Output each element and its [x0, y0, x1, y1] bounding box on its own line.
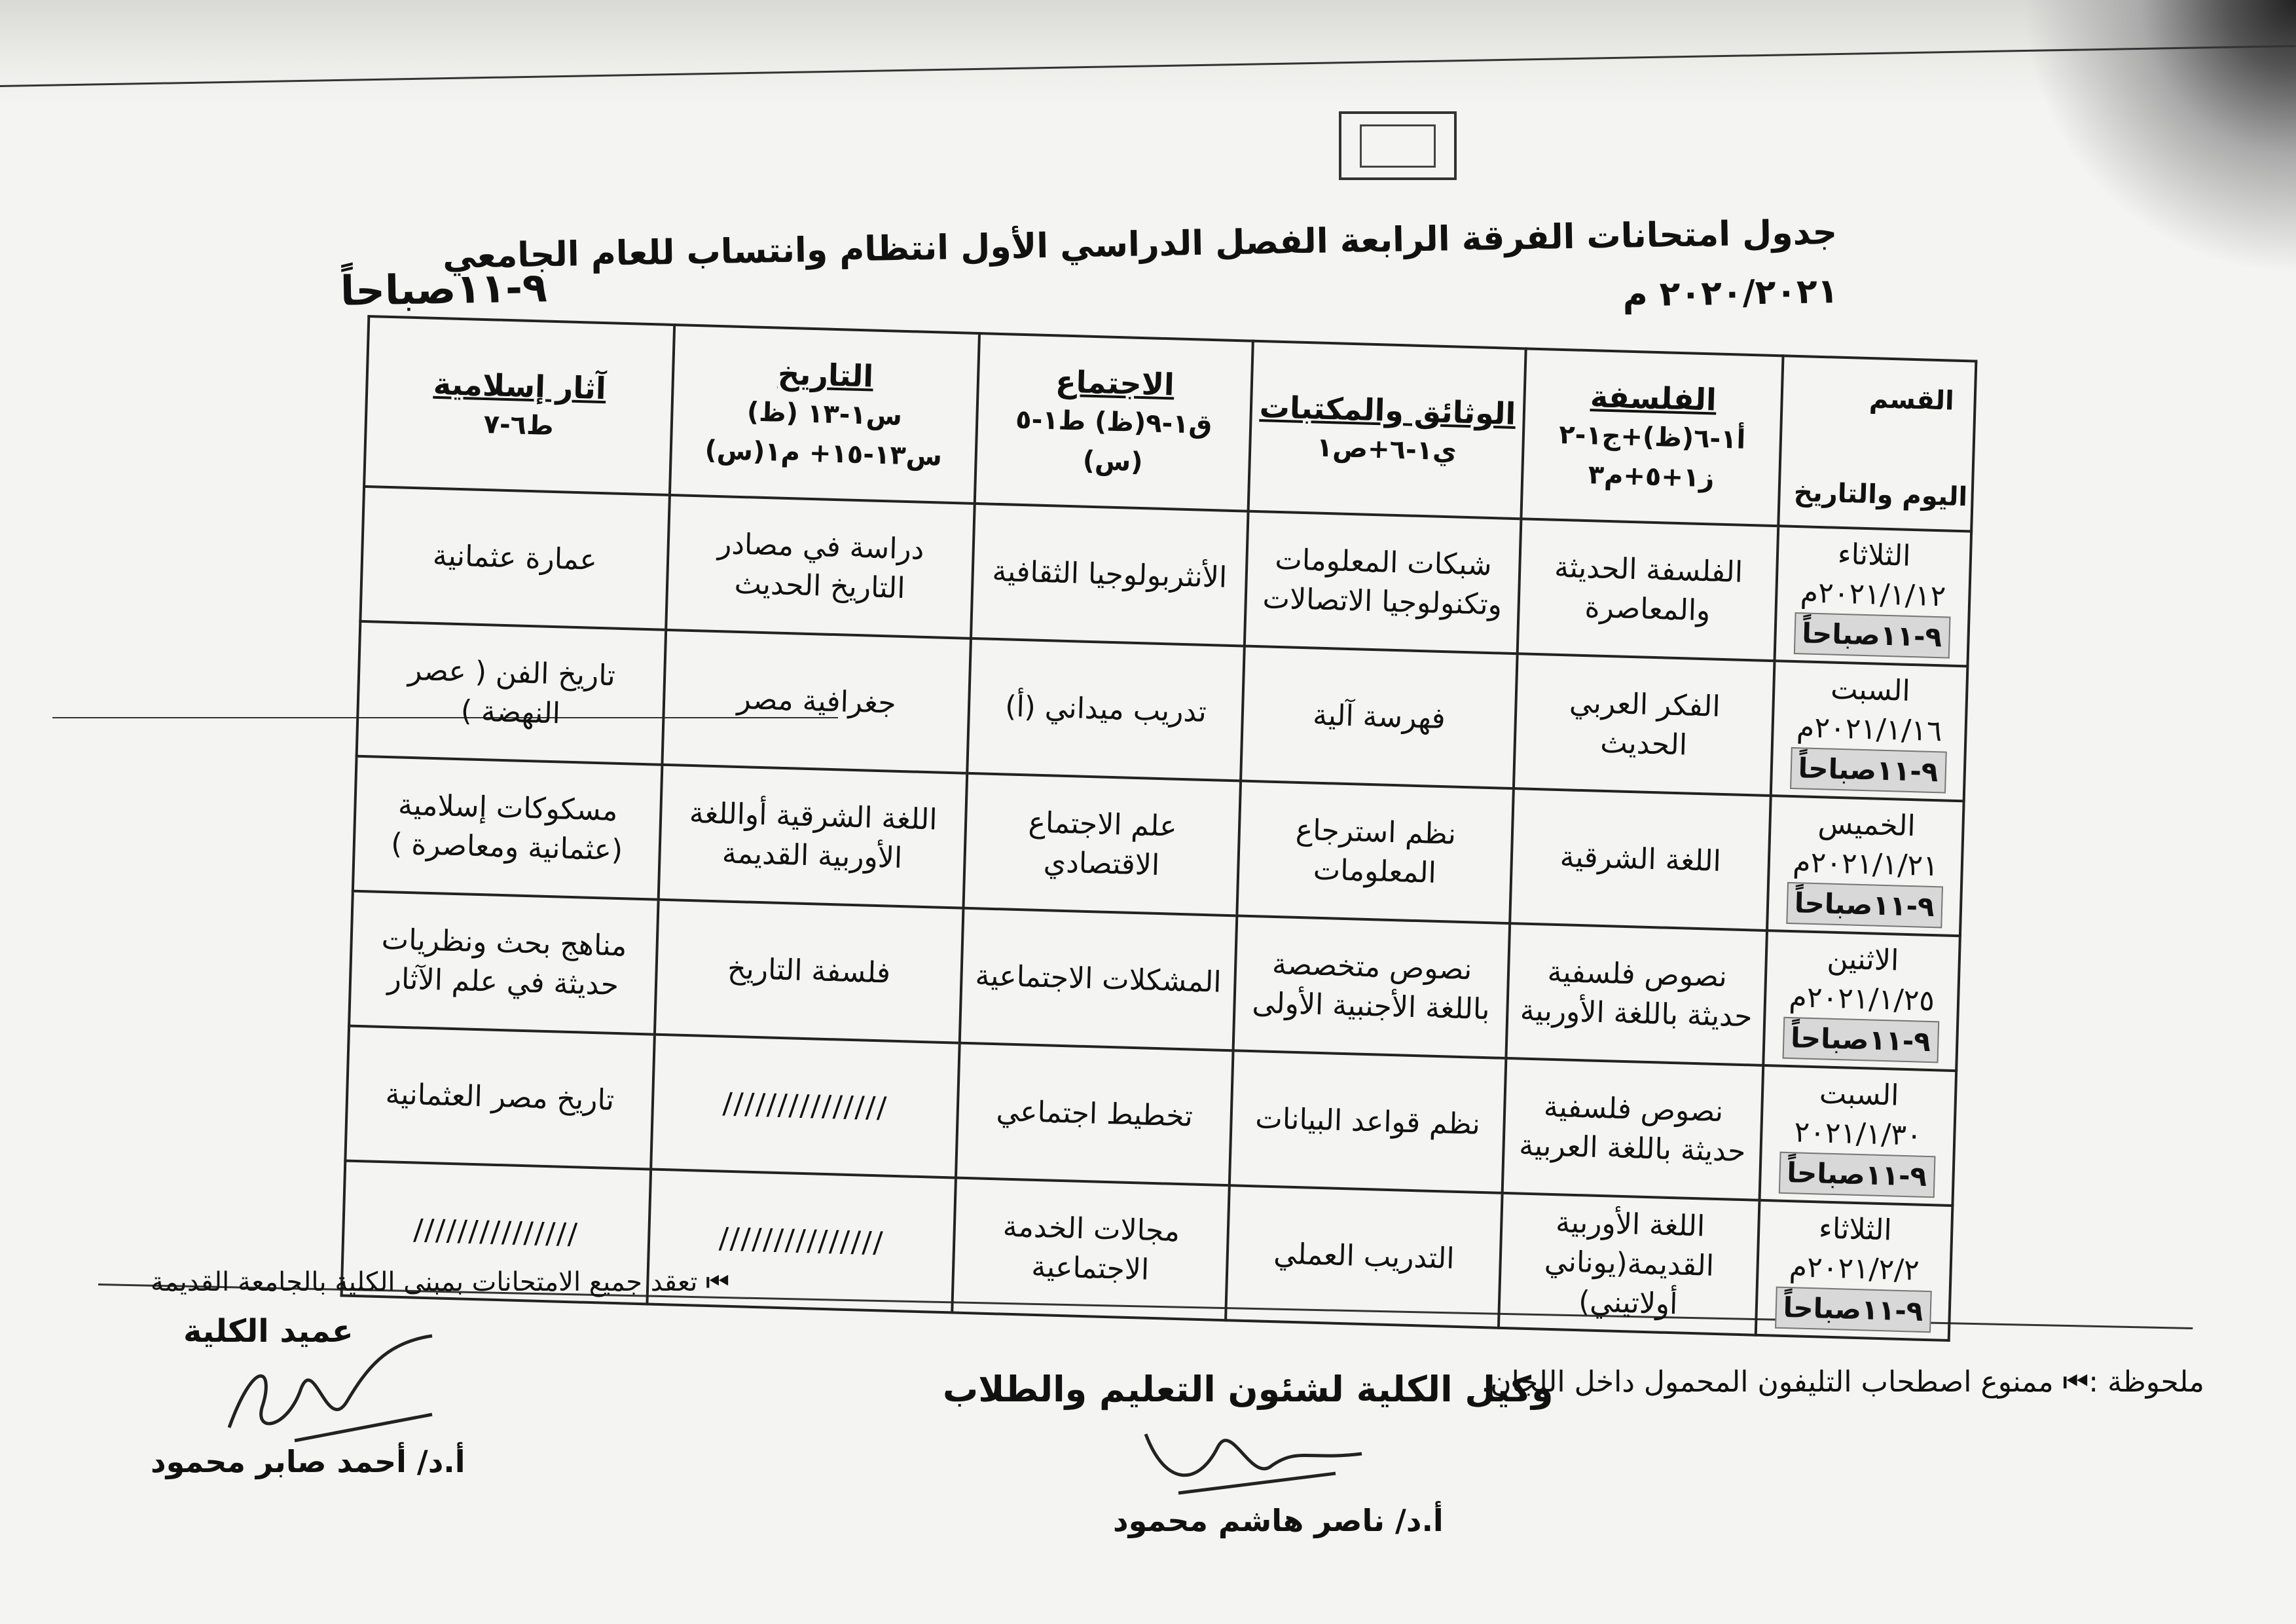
exam-cell: عمارة عثمانية [360, 487, 669, 630]
day-name: الثلاثاء [1837, 537, 1912, 573]
university-logo [1339, 111, 1457, 180]
exam-cell: فهرسة آلية [1241, 646, 1518, 789]
day-cell [1767, 796, 1963, 936]
day-cell [1756, 1200, 1952, 1340]
exam-cell: شبكات المعلومات وتكنولوجيا الاتصالات [1245, 511, 1522, 654]
logo-emblem-icon [1360, 124, 1436, 168]
exam-cell: نصوص متخصصة باللغة الأجنبية الأولى [1233, 915, 1510, 1058]
exam-cell: تدريب ميداني (أ) [968, 638, 1245, 781]
exam-cell: دراسة في مصادر التاريخ الحديث [666, 495, 975, 638]
day-date-label: اليوم والتاريخ [1793, 477, 1968, 513]
exam-cell: نظم قواعد البيانات [1230, 1050, 1506, 1193]
day-date: ٢٠٢١/١/٢١م [1792, 845, 1939, 883]
phone-note: ملحوظة :⏮ ممنوع اصطحاب التليفون المحمول داخل اللجان. [1481, 1365, 2204, 1399]
column-header-history [670, 325, 980, 504]
column-header-islamic-archaeology [364, 316, 674, 495]
day-name: السبت [1830, 672, 1911, 708]
exam-cell: تاريخ الفن ( عصر النهضة ) [357, 621, 666, 765]
corner-header-cell [1779, 356, 1977, 531]
column-code: ط٦-٧ [483, 409, 555, 441]
day-name: الاثنين [1826, 942, 1899, 978]
exam-cell: التدريب العملي [1226, 1185, 1503, 1328]
day-name: الخميس [1817, 807, 1916, 843]
exam-cell: مسكوكات إسلامية (عثمانية ومعاصرة ) [353, 756, 662, 900]
exam-schedule-table [340, 315, 1978, 1342]
department-label: القسم [1868, 384, 1955, 416]
exam-cell: تخطيط اجتماعي [956, 1043, 1233, 1186]
column-header-philosophy [1522, 348, 1783, 526]
column-header-sociology [975, 333, 1253, 511]
exam-cell: نظم استرجاع المعلومات [1237, 781, 1514, 923]
exam-cell: علم الاجتماع الاقتصادي [964, 773, 1241, 916]
column-code: ي١-٦+ص١ [1316, 432, 1457, 467]
vice-dean-signature [1139, 1408, 1375, 1506]
day-date: ٢٠٢١/٢/٢م [1789, 1250, 1920, 1287]
exam-cell: جغرافية مصر [662, 630, 971, 773]
dean-signature [216, 1329, 452, 1454]
empty-slot-hatch: /////////////// [647, 1170, 956, 1313]
exam-cell: الأنثربولوجيا الثقافية [971, 504, 1248, 646]
day-time: ٩-١١صباحاً [1778, 1152, 1935, 1198]
exam-cell: الفكر العربي الحديث [1514, 654, 1775, 796]
venue-note: ⏮ تعقد جميع الامتحانات بمبنى الكلية بالجامعة القديمة [151, 1267, 730, 1297]
empty-slot-hatch: /////////////// [342, 1161, 651, 1304]
vice-dean-title: وكيل الكلية لشئون التعليم والطلاب [943, 1369, 1554, 1410]
day-cell [1775, 526, 1971, 666]
exam-cell: فلسفة التاريخ [655, 900, 964, 1043]
day-date: ٢٠٢١/١/٢٥م [1788, 980, 1935, 1018]
day-time: ٩-١١صباحاً [1782, 1017, 1939, 1063]
exam-cell: اللغة الشرقية أواللغة الأوربية القديمة [658, 765, 967, 908]
column-name: الوثائق والمكتبات [1259, 389, 1516, 432]
exam-cell: تاريخ مصر العثمانية [345, 1026, 654, 1170]
day-date: ٢٠٢١/١/٣٠ [1793, 1115, 1923, 1153]
exam-cell: اللغة الشرقية [1510, 788, 1771, 931]
day-name: الثلاثاء [1818, 1211, 1893, 1247]
column-name: الفلسفة [1590, 378, 1717, 418]
day-time: ٩-١١صباحاً [1775, 1287, 1932, 1333]
day-date: ٢٠٢١/١/١٢م [1800, 576, 1946, 614]
day-time: ٩-١١صباحاً [1793, 612, 1950, 659]
day-time: ٩-١١صباحاً [1786, 882, 1943, 929]
column-name: التاريخ [777, 356, 874, 394]
column-name: الاجتماع [1055, 363, 1175, 403]
empty-slot-hatch: /////////////// [651, 1035, 960, 1178]
dean-title: عميد الكلية [183, 1313, 354, 1350]
day-cell [1764, 931, 1960, 1071]
exam-cell: نصوص فلسفية حديثة باللغة الأوربية [1506, 923, 1768, 1065]
column-header-documents [1248, 341, 1526, 519]
dean-name: أ.د/ أحمد صابر محمود [151, 1444, 465, 1479]
day-date: ٢٠٢١/١/١٦م [1796, 710, 1943, 748]
page-title: جدول امتحانات الفرقة الرابعة الفصل الدراسي الأول انتظام وانتساب للعام الجامعي ٢٠٢٠/٢٠٢١ م [442, 212, 1839, 315]
column-name: آثار إسلامية [433, 365, 607, 407]
column-code: أ١-٦(ظ)+ج١-٢ ز١+٥+م٣ [1558, 419, 1746, 494]
day-time: ٩-١١صباحاً [1790, 747, 1947, 794]
exam-time-heading: ٩-١١صباحاً [340, 263, 548, 315]
exam-cell: المشكلات الاجتماعية [960, 908, 1237, 1051]
day-cell [1760, 1065, 1956, 1206]
scan-shadow-corner [2021, 0, 2296, 275]
exam-cell: مجالات الخدمة الاجتماعية [953, 1178, 1230, 1321]
vice-dean-name: أ.د/ ناصر هاشم محمود [1113, 1503, 1444, 1538]
exam-cell: الفلسفة الحديثة والمعاصرة [1518, 519, 1779, 661]
exam-cell: نصوص فلسفية حديثة باللغة العربية [1503, 1058, 1764, 1200]
exam-cell: مناهج بحث ونظريات حديثة في علم الآثار [349, 891, 658, 1035]
day-cell [1771, 661, 1967, 801]
day-name: السبت [1819, 1077, 1900, 1113]
column-code: س١-١٣ (ظ) س١٣-١٥+ م١(س) [704, 397, 943, 472]
exam-cell: اللغة الأوربية القديمة(يوناني أولاتيني) [1499, 1193, 1760, 1335]
column-code: ق١-٩(ظ) ط١-٥ (س) [1015, 404, 1213, 478]
